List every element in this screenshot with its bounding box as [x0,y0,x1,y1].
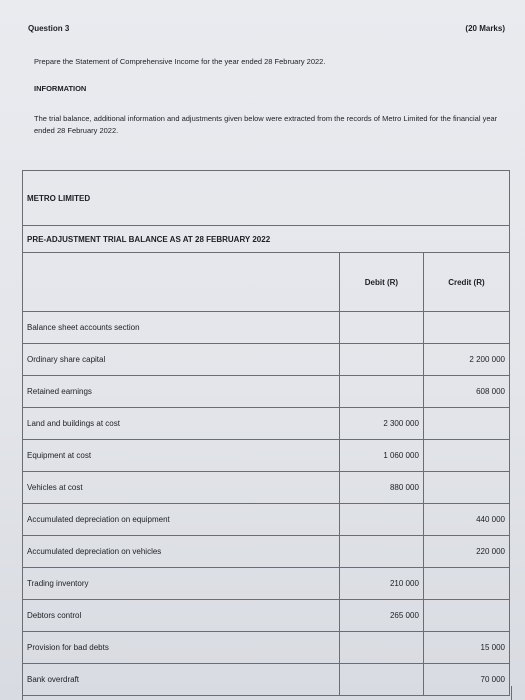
debit-cell: 880 000 [339,472,423,504]
debit-cell: 2 300 000 [339,408,423,440]
row-label: Bank overdraft [23,664,340,696]
information-heading: INFORMATION [34,84,87,93]
credit-cell [423,568,509,600]
table-row [23,472,510,504]
row-label: Accumulated depreciation on equipment [23,504,340,536]
table-row [23,504,510,536]
credit-cell: 70 000 [423,664,509,696]
row-label: Vehicles at cost [23,472,340,504]
debit-cell: 210 000 [339,568,423,600]
credit-cell [423,600,509,632]
row-label: Trading inventory [23,568,340,600]
debit-cell: 265 000 [339,600,423,632]
instruction-text: Prepare the Statement of Comprehensive Income for the year ended 28 February 2022. [34,57,326,66]
title-row [23,226,510,253]
table-row [23,632,510,664]
table-row [23,440,510,472]
credit-cell [423,408,509,440]
company-row [23,171,510,226]
debit-cell [339,632,423,664]
debit-cell [339,504,423,536]
credit-header: Credit (R) [423,253,509,312]
row-label: Retained earnings [23,376,340,408]
table-row [23,312,510,344]
header-row [23,253,510,312]
question-title: Question 3 [28,24,70,33]
credit-cell: 608 000 [423,376,509,408]
table-row [23,568,510,600]
debit-header: Debit (R) [339,253,423,312]
table-row [23,344,510,376]
credit-cell [423,312,509,344]
row-label: Provision for bad debts [23,632,340,664]
credit-cell: 2 200 000 [423,344,509,376]
table-row [23,600,510,632]
information-paragraph: The trial balance, additional information and adjustments given below were extracted from the records of Metro Limited for the financial year ended 28 February 2022. [34,114,498,135]
question-marks: (20 Marks) [465,24,505,33]
row-label: Land and buildings at cost [23,408,340,440]
table-title: PRE-ADJUSTMENT TRIAL BALANCE AS AT 28 FEBRUARY 2022 [23,226,510,253]
debit-cell [339,312,423,344]
credit-cell [423,440,509,472]
trial-balance-table [22,170,510,696]
credit-cell: 220 000 [423,536,509,568]
credit-cell [423,472,509,504]
credit-cell: 15 000 [423,632,509,664]
table-continuation [22,686,512,700]
table-row [23,408,510,440]
debit-cell [339,344,423,376]
table-row [23,536,510,568]
header-blank-cell [23,253,340,312]
row-label: Balance sheet accounts section [23,312,340,344]
debit-cell: 1 060 000 [339,440,423,472]
debit-cell [339,376,423,408]
row-label: Debtors control [23,600,340,632]
row-label: Ordinary share capital [23,344,340,376]
row-label: Equipment at cost [23,440,340,472]
debit-cell [339,536,423,568]
company-name: METRO LIMITED [23,171,510,226]
credit-cell: 440 000 [423,504,509,536]
row-label: Accumulated depreciation on vehicles [23,536,340,568]
table-row [23,376,510,408]
